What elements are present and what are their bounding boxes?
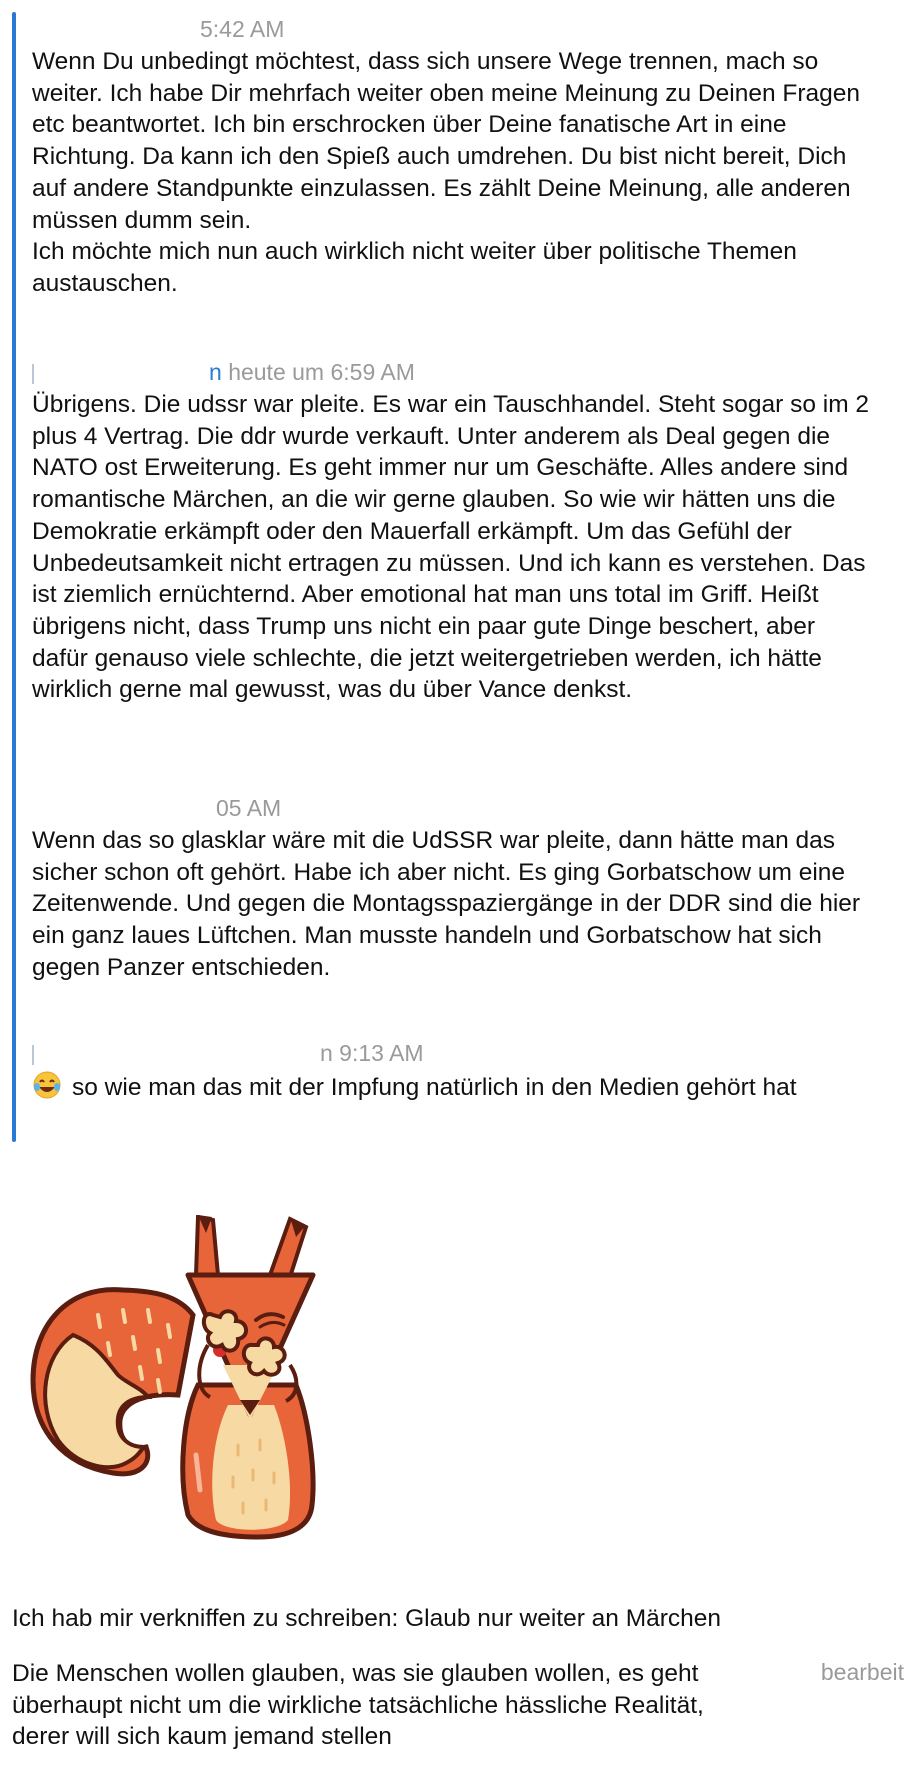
quoted-message[interactable]	[32, 12, 882, 300]
face-with-tears-of-joy-icon	[32, 1070, 62, 1100]
message-timestamp: n 9:13 AM	[320, 1040, 424, 1066]
squirrel-sticker-image	[28, 1215, 358, 1545]
quoted-message[interactable]	[32, 791, 882, 984]
message-header	[32, 791, 882, 825]
message-header	[32, 355, 882, 389]
quote-bar	[12, 12, 16, 1142]
message-text[interactable]: Die Menschen wollen glauben, was sie glauben wollen, es geht überhaupt nicht um die wirkliche tatsächliche hässliche Realität, derer will sich kaum jemand stellen	[12, 1660, 704, 1751]
message-header	[32, 12, 882, 46]
message-text: Übrigens. Die udssr war pleite. Es war ein Tauschhandel. Steht sogar so im 2 plus 4 Vertrag. Die ddr wurde verkauft. Unter anderem als Deal gegen die NATO ost Erweiterung. Es geht immer nur um Geschäfte. Alles andere sind romantische Märchen, an die wir gerne glauben. So wie wir hätten uns die Demokratie erkämpft oder den Mauerfall erkämpft. Um das Gefühl der Unbedeutsamkeit nicht ertragen zu müssen. Und ich kann es verstehen. Das ist ziemlich ernüchternd. Aber emotional hat man uns total im Griff. Heißt übrigens nicht, dass Trump uns nicht ein paar gute Dinge beschert, aber dafür genauso viele schlechte, die jetzt weitergetrieben werden, ich hätte wirklich gerne mal gewusst, was du über Vance denkst.	[32, 391, 876, 704]
message-timestamp: 05 AM	[216, 795, 282, 821]
message-text: Wenn Du unbedingt möchtest, dass sich unsere Wege trennen, mach so weiter. Ich habe Dir mehrfach weiter oben meine Meinung zu Deinen Fragen etc beantwortet. Ich bin erschrocken über Deine fanatische Art in eine Richtung. Da kann ich den Spieß auch umdrehen. Du bist nicht bereit, Dich auf andere Standpunkte einzulassen. Es zählt Deine Meinung, alle anderen müssen dumm sein. Ich möchte mich nun auch wirklich nicht weiter über politische Themen austauschen.	[32, 48, 860, 297]
redacted-sender	[32, 800, 216, 820]
quoted-message[interactable]	[32, 1036, 882, 1104]
message-text	[32, 1070, 852, 1104]
sender-name-fragment: n	[209, 359, 222, 385]
message-text[interactable]: Ich hab mir verkniffen zu schreiben: Glaub nur weiter an Märchen	[12, 1605, 722, 1632]
redacted-sender	[34, 364, 209, 384]
edited-label: bearbeit	[820, 1659, 904, 1685]
message-timestamp: heute um 6:59 AM	[228, 359, 415, 385]
message-text: Wenn das so glasklar wäre mit die UdSSR war pleite, dann hätte man das sicher schon oft gehört. Habe ich aber nicht. Es ging Gorbatschow um eine Zeitenwende. Und gegen die Montagsspaziergänge in der DDR sind die hier ein ganz laues Lüftchen. Man musste handeln und Gorbatschow hat sich gegen Panzer entschieden.	[32, 827, 867, 981]
message-header	[32, 1036, 882, 1070]
quoted-message[interactable]	[32, 355, 882, 706]
message-timestamp: 5:42 AM	[200, 16, 285, 42]
redacted-sender	[34, 1045, 320, 1065]
squirrel-facepalm-sticker[interactable]	[28, 1215, 358, 1545]
message-text-content: so wie man das mit der Impfung natürlich in den Medien gehört hat	[72, 1074, 797, 1101]
redacted-sender	[32, 21, 200, 41]
